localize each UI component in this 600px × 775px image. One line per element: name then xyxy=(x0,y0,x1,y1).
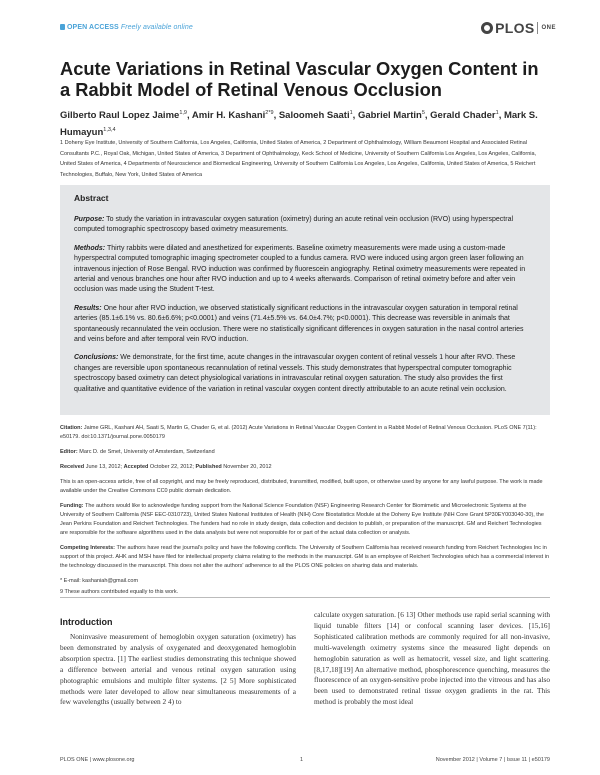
editor-text: Marc D. de Smet, University of Amsterdam, Switzerland xyxy=(79,449,215,455)
accepted-label: Accepted xyxy=(123,464,149,470)
dates xyxy=(60,463,550,472)
logo-name: PLOS xyxy=(495,20,535,36)
article-metadata xyxy=(60,424,550,603)
author-sep: , xyxy=(186,110,192,122)
author-name: Saloomeh Saati xyxy=(278,110,350,122)
citation xyxy=(60,424,550,442)
introduction-heading: Introduction xyxy=(60,617,113,627)
methods-label: Methods: xyxy=(74,244,106,252)
author-name: Amir H. Kashani xyxy=(191,110,266,122)
section-divider xyxy=(60,597,550,598)
affiliations: 1 Doheny Eye Institute, University of Southern California, Los Angeles, California, United States of America, 2 Department of Ophthalmology, William Beaumont Hospital and Associated Retinal Consultants P.C., Royal Oak, Michigan, United States of America, 3 Department of Ophthalmology, Keck School of Medicine, University of Southern California Los Angeles, Los Angeles, California, United States of America, 4 Departments of Neuroscience and Biomedical Engineering, University of Southern California Los Angeles, Los Angeles, California, United States of America, 5 Reichert Technologies, Buffalo, New York, United States of America xyxy=(60,140,537,178)
footer-issue: November 2012 | Volume 7 | Issue 11 | e50179 xyxy=(435,757,550,763)
conclusions-label: Conclusions: xyxy=(74,354,119,362)
page-footer xyxy=(60,757,550,767)
methods-text: Thirty rabbits were dilated and anesthetized for experiments. Baseline oximetry measurements were made using a custom-made hyperspectral computed tomographic imaging spectrometer coupled to a fundus camera. RVO were induced using argon green laser following an intravenous injection of Rose Bengal. RVO induction was confirmed by fluorescein angiography. Retinal oximetry measurements were repeated in arterial and venous branches one hour after RVO induction and up to 4 weeks afterwards. Comparison of retinal oximetry before and after vein occlusion was made using the Student T-test. xyxy=(74,244,526,294)
author-sep: , xyxy=(498,110,504,122)
competing-interests xyxy=(60,544,550,571)
plos-ring-icon xyxy=(481,22,493,34)
competing-text: The authors have read the journal's policy and have the following conflicts. The University of Southern California has received research funding from Reichert Technologies Inc in support of this project. AHK and MSH have filed for intellectual property claims relating to the methods in the manuscript. GM is an employee of Reichert Technologies which has a commercial interest in the technology discussed in the manuscript. This does not alter the authors' adherence to all the PLOS ONE policies on sharing data and materials. xyxy=(60,545,550,569)
purpose-label: Purpose: xyxy=(74,216,105,223)
competing-label: Competing Interests: xyxy=(60,545,116,551)
accepted-date: October 22, 2012; xyxy=(149,464,194,470)
conclusions-text: We demonstrate, for the first time, acute changes in the intravascular oxygen content of retinal vessels 1 hour after RVO. These changes are reversible upon spontaneous recannulation of retinal vessels. This study demonstrates that hyperspectral computer tomographic spectroscopy based oximetry can detect physiological variations in intravascular retinal oxygen saturation. The study also provides the first qualitative and quantitative evidence of the variation in retinal vascular oxygen content directly attributable to an acute retinal vein occlusion. xyxy=(74,354,516,393)
author-name: Gabriel Martin xyxy=(357,110,422,122)
published-date: November 20, 2012 xyxy=(223,464,272,470)
footer-journal[interactable]: PLOS ONE | www.plosone.org xyxy=(60,757,135,763)
purpose-text: To study the variation in intravascular oxygen saturation (oximetry) during an acute retinal vein occlusion (RVO) using hyperspectral computed tomographic spectroscopy based oximetry measurements. xyxy=(74,216,514,234)
author-affil-sup: 2*9 xyxy=(265,110,274,116)
open-access-lock-icon xyxy=(60,24,65,30)
published-label: Published xyxy=(195,464,222,470)
author-4[interactable] xyxy=(358,110,425,121)
author-name: Gilberto Raul Lopez Jaime xyxy=(60,110,180,122)
author-sep: , xyxy=(424,110,431,122)
equal-contribution-note: 9 These authors contributed equally to this work. xyxy=(60,589,179,595)
received-date: June 13, 2012; xyxy=(85,464,123,470)
author-affil-sup: 5 xyxy=(421,110,425,116)
author-list xyxy=(60,106,550,140)
intro-column-left: Noninvasive measurement of hemoglobin oxygen saturation (oximetry) has been demonstrated by analysis of oxygenated and deoxygenated hemoglobin absorption spectra. [1] The earliest studies demonstrating this technique showed a difference between arterial and venous retinal oxygen saturation using photographic emulsions and multiple filter systems. [2 5] More sophisticated methods were later developed to allow near simultaneous measurements of a few wavelengths (usually between 2 4) to xyxy=(60,632,296,707)
author-name: Gerald Chader xyxy=(430,110,496,122)
author-affil-sup: 1 xyxy=(495,110,499,116)
copyright: This is an open-access article, free of all copyright, and may be freely reproduced, distributed, transmitted, modified, built upon, or otherwise used by anyone for any lawful purpose. The work is made available under the Creative Commons CC0 public domain dedication. xyxy=(60,479,543,494)
contact-email[interactable]: * E-mail: kashaniah@gmail.com xyxy=(60,578,139,584)
editor-label: Editor: xyxy=(60,449,78,455)
plos-one-logo[interactable] xyxy=(481,18,556,38)
editor xyxy=(60,448,550,457)
abstract-results xyxy=(74,304,536,346)
abstract-box xyxy=(60,185,550,415)
logo-one: ONE xyxy=(541,25,556,31)
citation-text[interactable]: Jaime GRL, Kashani AH, Saati S, Martin G, Chader G, et al. (2012) Acute Variations in Retinal Vascular Oxygen Content in a Rabbit Model of Retinal Venous Occlusion. PLoS ONE 7(11): e50179. doi:10.1371/journal.pone.0050179 xyxy=(60,425,537,440)
author-affil-sup: 1,9 xyxy=(179,110,187,116)
author-sep: , xyxy=(352,110,358,122)
author-sep: , xyxy=(273,110,279,122)
funding-text: The authors would like to acknowledge funding support from the National Science Foundation (NSF) Engineering Research Center for Biomimetic and Microelectronic Systems at the University of Southern California (NSF EEC-0310723), United States National Institutes of Health (NIH) Core Biostatistics Module at the Doheny Eye Institute (NIH Core Grant 5P30EY003040-30), the Jean Perkins Foundation and Reichert Technologies. The funders had no role in study design, data collection and decision to publish, or preparation of the manuscript. GM and Reichert Technologies are responsible for the software algorithms used in the data analysis but were not responsible for or part of the actual data collection or analysis. xyxy=(60,503,544,536)
freely-available-label: Freely available online xyxy=(120,24,193,31)
page-number: 1 xyxy=(300,757,304,763)
results-text: One hour after RVO induction, we observed statistically significant reductions in the intravascular oxygen saturation in temporal retinal arteries (85.1±6.1% vs. 80.6±6.6%; p<0.0001) and veins (71.4±5.5% vs. 64.0±4.7%; p<0.0001). This decrease was reversible in animals that spontaneously recannulated the vein occlusion. There were no statistically significant differences in oxygen saturation in the nasal control arteries and veins before and after temporal vein RVO induction. xyxy=(74,304,524,344)
citation-label: Citation: xyxy=(60,425,83,431)
access-label: ACCESS xyxy=(89,24,119,31)
author-1[interactable] xyxy=(60,110,187,121)
author-3[interactable] xyxy=(279,110,353,121)
logo-divider xyxy=(537,22,538,34)
abstract-conclusions xyxy=(74,353,536,395)
intro-column-right: calculate oxygen saturation. [6 13] Other methods use rapid serial scanning with liquid tunable filters [14] or confocal scanning laser devices. [15,16] Sophisticated calibration methods are commonly required for all non-invasive, multi-wavelength oximetry systems since the measured light depends on hemoglobin saturation as well as hematocrit, vessel size, and light scattering. [8,17,18][19] An alternative method, phosphorescence quenching, measures the fluorescence of an oxygen-sensitive probe injected into the vitreous and has also been used to demonstrated retinal tissue oxygen gradients in the rat. This method is probably the most ideal xyxy=(314,610,550,707)
abstract-purpose xyxy=(74,215,536,236)
article-title: Acute Variations in Retinal Vascular Oxygen Content in a Rabbit Model of Retinal Venous Occlusion xyxy=(60,58,539,100)
author-5[interactable] xyxy=(430,110,499,121)
funding-label: Funding: xyxy=(60,503,84,509)
author-2[interactable] xyxy=(192,110,274,121)
abstract-heading: Abstract xyxy=(74,193,109,203)
open-access-label: OPEN xyxy=(67,24,88,31)
author-name: Mark S. Humayun xyxy=(60,110,538,139)
open-access-badge xyxy=(60,24,193,31)
received-label: Received xyxy=(60,464,85,470)
results-label: Results: xyxy=(74,304,102,312)
author-affil-sup: 1 xyxy=(349,110,353,116)
author-affil-sup: 1,3,4 xyxy=(103,127,116,134)
funding xyxy=(60,502,550,538)
journal-header xyxy=(60,14,556,42)
abstract-methods xyxy=(74,244,536,296)
